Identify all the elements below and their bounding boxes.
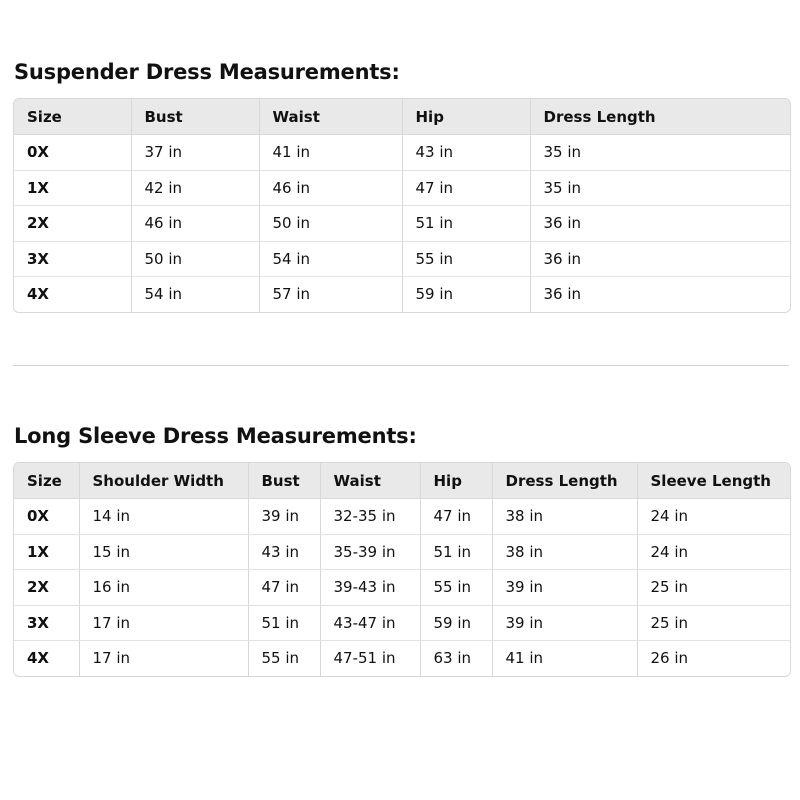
- column-header-dress-length: Dress Length: [530, 99, 790, 135]
- table-row: [14, 135, 790, 171]
- waist-cell: 35-39 in: [320, 534, 420, 570]
- bust-cell: 47 in: [248, 570, 320, 606]
- column-header-shoulder-width: Shoulder Width: [79, 463, 248, 499]
- table-header-row: [14, 463, 790, 499]
- dress-length-cell: 41 in: [492, 641, 637, 676]
- column-header-bust: Bust: [248, 463, 320, 499]
- waist-cell: 54 in: [259, 241, 402, 277]
- waist-cell: 39-43 in: [320, 570, 420, 606]
- hip-cell: 63 in: [420, 641, 492, 676]
- hip-cell: 55 in: [420, 570, 492, 606]
- waist-cell: 46 in: [259, 170, 402, 206]
- shoulder-width-cell: 16 in: [79, 570, 248, 606]
- bust-cell: 51 in: [248, 605, 320, 641]
- column-header-dress-length: Dress Length: [492, 463, 637, 499]
- bust-cell: 37 in: [131, 135, 259, 171]
- size-cell: 3X: [14, 605, 79, 641]
- table-row: [14, 499, 790, 535]
- hip-cell: 59 in: [420, 605, 492, 641]
- waist-cell: 43-47 in: [320, 605, 420, 641]
- bust-cell: 54 in: [131, 277, 259, 312]
- waist-cell: 57 in: [259, 277, 402, 312]
- hip-cell: 55 in: [402, 241, 530, 277]
- table-row: [14, 570, 790, 606]
- long-sleeve-section-title: Long Sleeve Dress Measurements:: [14, 424, 417, 448]
- dress-length-cell: 36 in: [543, 285, 582, 304]
- shoulder-width-cell: 15 in: [79, 534, 248, 570]
- size-cell: 0X: [14, 135, 131, 171]
- bust-cell: 46 in: [131, 206, 259, 242]
- size-cell: 3X: [14, 241, 131, 277]
- size-cell: 1X: [14, 170, 131, 206]
- sleeve-length-cell: 26 in: [650, 649, 689, 668]
- dress-length-cell: 35 in: [530, 170, 790, 206]
- section-divider: [13, 365, 789, 366]
- column-header-waist: Waist: [259, 99, 402, 135]
- table-row: [14, 277, 790, 312]
- suspender-section-title: Suspender Dress Measurements:: [14, 60, 400, 84]
- size-cell: 4X: [14, 277, 131, 312]
- dress-length-cell: 39 in: [492, 570, 637, 606]
- suspender-measurements-table: [13, 98, 791, 313]
- hip-cell: 59 in: [402, 277, 530, 312]
- hip-cell: 51 in: [420, 534, 492, 570]
- size-cell: 0X: [14, 499, 79, 535]
- hip-cell: 47 in: [420, 499, 492, 535]
- column-header-hip: Hip: [420, 463, 492, 499]
- waist-cell: 32-35 in: [320, 499, 420, 535]
- column-header-waist: Waist: [320, 463, 420, 499]
- bust-cell: 43 in: [248, 534, 320, 570]
- dress-length-cell: 38 in: [492, 534, 637, 570]
- table-row: [14, 170, 790, 206]
- table-row: [14, 241, 790, 277]
- dress-length-cell: 36 in: [530, 206, 790, 242]
- hip-cell: 43 in: [402, 135, 530, 171]
- waist-cell: 47-51 in: [320, 641, 420, 676]
- table-row: [14, 534, 790, 570]
- dress-length-cell: 38 in: [492, 499, 637, 535]
- table-row: [14, 605, 790, 641]
- size-cell: 1X: [14, 534, 79, 570]
- shoulder-width-cell: 17 in: [79, 641, 248, 676]
- dress-length-cell: 35 in: [530, 135, 790, 171]
- column-header-bust: Bust: [131, 99, 259, 135]
- table-row: [14, 206, 790, 242]
- sleeve-length-cell: 25 in: [637, 570, 790, 606]
- hip-cell: 51 in: [402, 206, 530, 242]
- bust-cell: 39 in: [248, 499, 320, 535]
- column-header-size: Size: [14, 463, 79, 499]
- column-header-sleeve-length: Sleeve Length: [637, 463, 790, 499]
- bust-cell: 55 in: [248, 641, 320, 676]
- waist-cell: 41 in: [259, 135, 402, 171]
- column-header-size: Size: [14, 99, 131, 135]
- long-sleeve-measurements-table: [13, 462, 791, 677]
- sleeve-length-cell: 24 in: [637, 534, 790, 570]
- bust-cell: 42 in: [131, 170, 259, 206]
- dress-length-cell: 36 in: [530, 241, 790, 277]
- shoulder-width-cell: 17 in: [79, 605, 248, 641]
- table-header-row: [14, 99, 790, 135]
- size-cell: 2X: [14, 206, 131, 242]
- bust-cell: 50 in: [131, 241, 259, 277]
- size-cell: 2X: [14, 570, 79, 606]
- waist-cell: 50 in: [259, 206, 402, 242]
- sleeve-length-cell: 25 in: [637, 605, 790, 641]
- size-cell: 4X: [14, 641, 79, 676]
- hip-cell: 47 in: [402, 170, 530, 206]
- dress-length-cell: 39 in: [492, 605, 637, 641]
- table-row: [14, 641, 790, 676]
- column-header-hip: Hip: [402, 99, 530, 135]
- sleeve-length-cell: 24 in: [637, 499, 790, 535]
- shoulder-width-cell: 14 in: [79, 499, 248, 535]
